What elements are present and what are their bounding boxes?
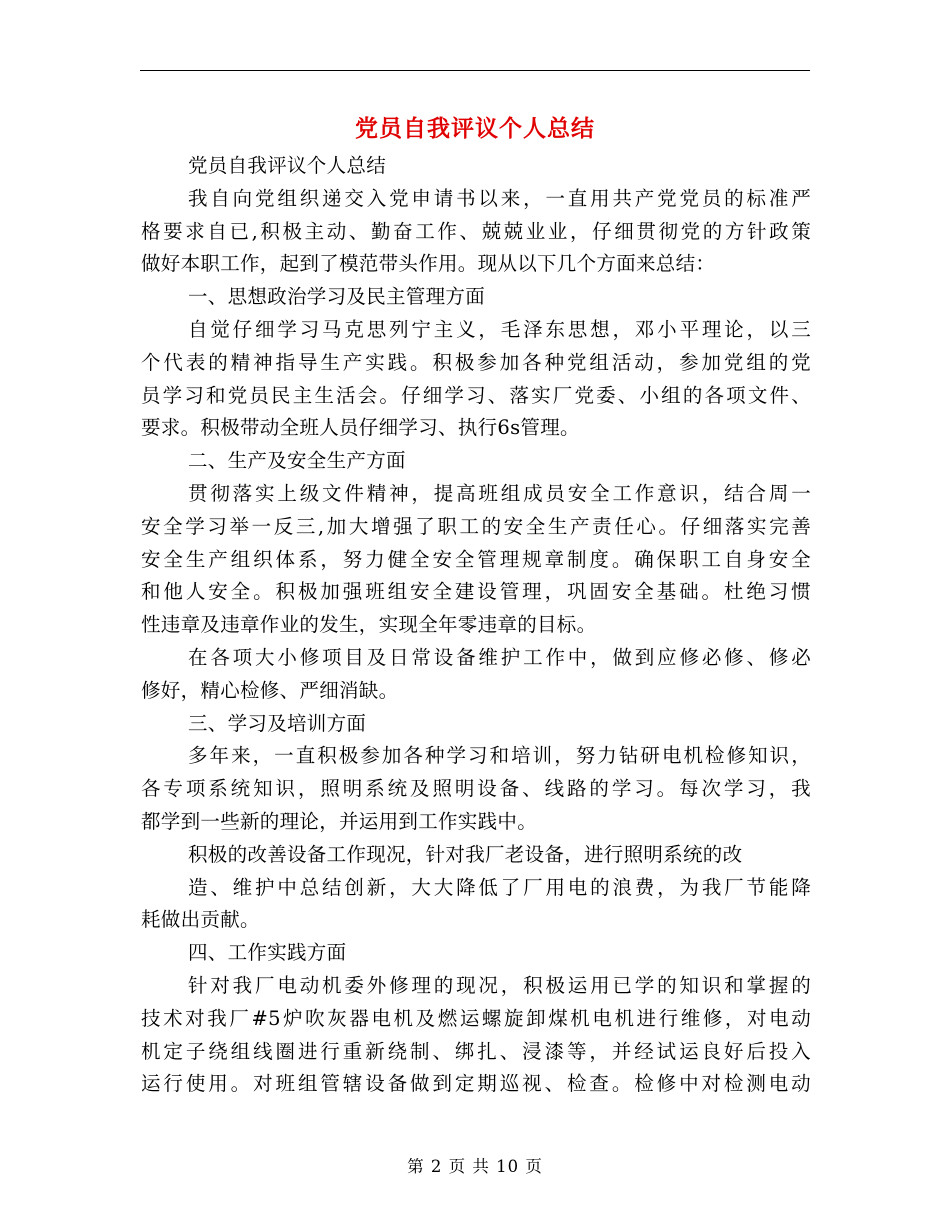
text-line: 一、思想政治学习及民主管理方面 [188,285,486,309]
text-line: 各专项系统知识，照明系统及照明设备、线路的学习。每次学习，我 [141,777,811,801]
document-body [141,150,811,1101]
text-line: 和他人安全。积极加强班组安全建设管理，巩固安全基础。杜绝习惯 [141,580,811,604]
text-line: 性违章及违章作业的发生，实现全年零违章的目标。 [141,613,597,637]
text-line: 安全生产组织体系，努力健全安全管理规章制度。确保职工自身安全 [141,547,811,571]
text-line: 格要求自已,积极主动、勤奋工作、兢兢业业，仔细贯彻党的方针政策 [141,219,811,243]
text-line: 耗做出贡献。 [141,908,260,932]
text-line: 自觉仔细学习马克思列宁主义，毛泽东思想，邓小平理论，以三 [188,317,811,341]
text-line: 个代表的精神指导生产实践。积极参加各种党组活动，参加党组的党 [141,350,811,374]
text-line: 我自向党组织递交入党申请书以来，一直用共产党党员的标准严 [188,186,811,210]
document-title: 党员自我评议个人总结 [355,116,595,142]
header-rule [140,70,810,71]
text-line: 员学习和党员民主生活会。仔细学习、落实厂党委、小组的各项文件、 [141,383,811,407]
text-line: 针对我厂电动机委外修理的现况，积极运用已学的知识和掌握的 [188,973,811,997]
text-line: 二、生产及安全生产方面 [188,449,406,473]
text-line: 运行使用。对班组管辖设备做到定期巡视、检查。检修中对检测电动 [141,1072,811,1096]
text-line: 积极的改善设备工作现况，针对我厂老设备，进行照明系统的改 [188,842,743,866]
text-line: 安全学习举一反三,加大增强了职工的安全生产责任心。仔细落实完善 [141,514,811,538]
text-line: 做好本职工作，起到了模范带头作用。现从以下几个方面来总结： [141,252,716,276]
text-line: 三、学习及培训方面 [188,711,367,735]
text-line: 修好，精心检修、严细消缺。 [141,678,399,702]
text-line: 在各项大小修项目及日常设备维护工作中，做到应修必修、修必 [188,645,811,669]
text-line: 四、工作实践方面 [188,941,347,965]
text-line: 造、维护中总结创新，大大降低了厂用电的浪费，为我厂节能降 [188,875,811,899]
text-line: 多年来，一直积极参加各种学习和培训，努力钻研电机检修知识， [188,744,811,768]
text-line: 要求。积极带动全班人员仔细学习、执行6s管理。 [141,416,580,440]
text-line: 都学到一些新的理论，并运用到工作实践中。 [141,809,538,833]
page-number: 第 2 页 共 10 页 [407,1157,543,1176]
text-line: 技术对我厂#5炉吹灰器电机及燃运螺旋卸煤机电机进行维修，对电动 [141,1006,811,1030]
text-line: 党员自我评议个人总结 [188,154,387,177]
text-line: 贯彻落实上级文件精神，提高班组成员安全工作意识，结合周一 [188,481,811,505]
text-line: 机定子绕组线圈进行重新绕制、绑扎、浸漆等，并经试运良好后投入 [141,1039,811,1063]
